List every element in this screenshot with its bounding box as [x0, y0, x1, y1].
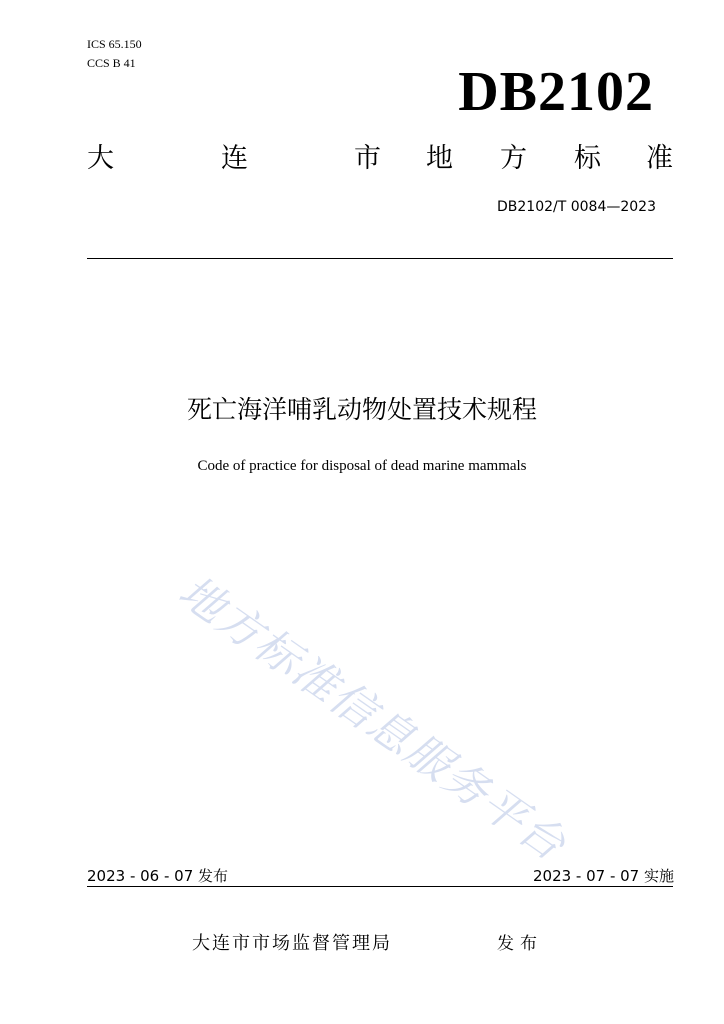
standard-kind-char: 大 [87, 143, 114, 174]
standard-kind-char: 方 [500, 143, 527, 174]
issue-label: 发布 [497, 934, 543, 954]
standard-kind-char: 准 [646, 143, 673, 174]
standard-kind-char: 连 [221, 143, 248, 174]
watermark: 地方标准信息服务平台 [169, 565, 576, 872]
standard-kind-char: 标 [574, 143, 601, 174]
implement-date: 2023 - 07 - 07 实施 [532, 867, 674, 885]
issuing-authority: 大连市市场监督管理局 [192, 933, 392, 954]
publish-date: 2023 - 06 - 07 发布 [87, 867, 229, 885]
ccs-code: CCS B 41 [87, 56, 136, 70]
document-number: DB2102/T 0084—2023 [497, 199, 656, 215]
standard-code: DB2102 [458, 61, 654, 123]
ics-code: ICS 65.150 [87, 37, 142, 51]
bottom-rule [87, 886, 673, 887]
top-rule [87, 258, 673, 259]
title-chinese: 死亡海洋哺乳动物处置技术规程 [186, 395, 537, 424]
standard-kind-char: 地 [426, 143, 453, 174]
standard-kind-char: 市 [354, 143, 381, 174]
title-english: Code of practice for disposal of dead marine mammals [197, 458, 527, 474]
